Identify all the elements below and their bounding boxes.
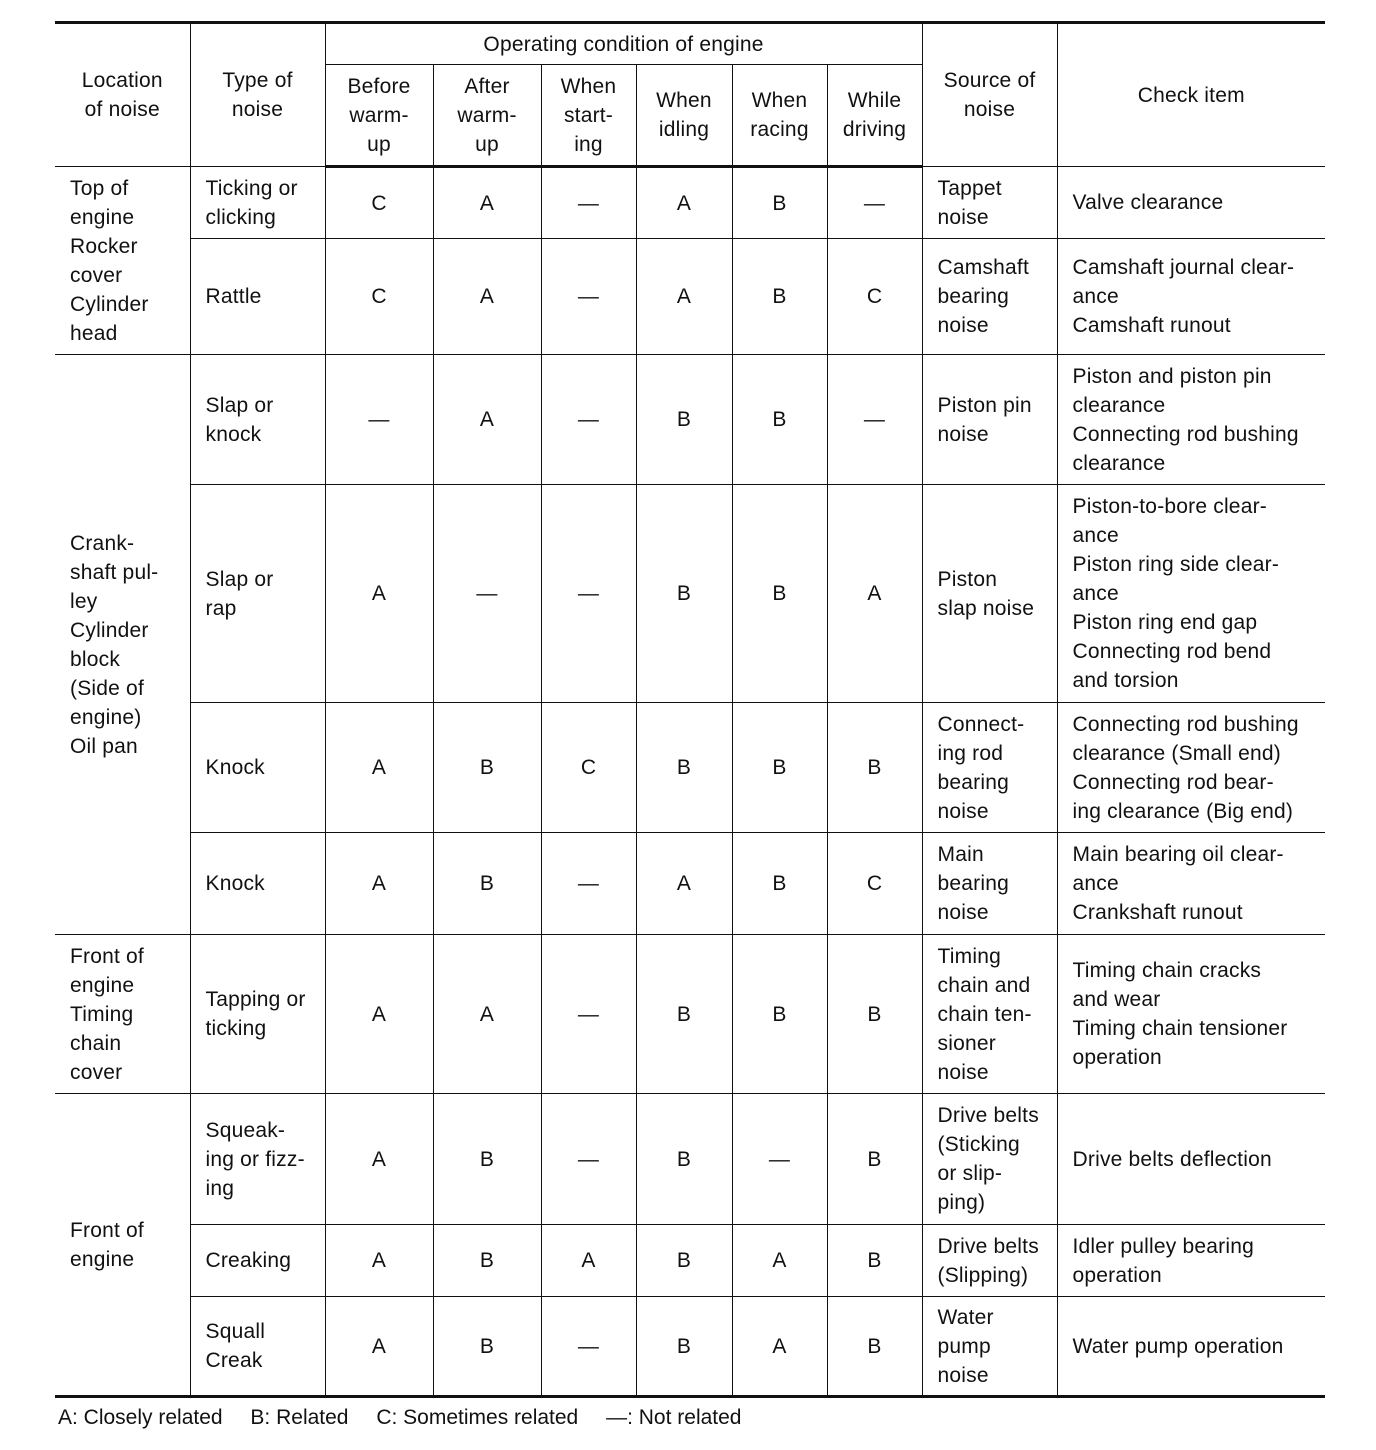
header-when-starting: When start- ing <box>541 65 636 167</box>
check-item-cell: Water pump operation <box>1057 1297 1325 1397</box>
header-while-driving: While driving <box>827 65 922 167</box>
value-cell: A <box>732 1225 827 1297</box>
value-cell: A <box>325 485 433 703</box>
header-after-warmup: After warm- up <box>433 65 541 167</box>
table-row <box>55 485 1325 703</box>
value-cell: — <box>541 1297 636 1397</box>
table-row <box>55 355 1325 485</box>
value-cell: A <box>433 239 541 355</box>
value-cell: — <box>732 1094 827 1225</box>
value-cell: B <box>732 833 827 935</box>
noise-type-cell: Creaking <box>190 1225 325 1297</box>
value-cell: A <box>541 1225 636 1297</box>
source-cell: Drive belts (Sticking or slip- ping) <box>922 1094 1057 1225</box>
source-cell: Tappet noise <box>922 167 1057 239</box>
engine-noise-table <box>55 21 1325 1398</box>
header-when-racing: When racing <box>732 65 827 167</box>
legend-not-related: —: Not related <box>606 1406 742 1429</box>
value-cell: B <box>636 355 732 485</box>
source-cell: Piston pin noise <box>922 355 1057 485</box>
value-cell: — <box>541 239 636 355</box>
value-cell: — <box>325 355 433 485</box>
value-cell: A <box>636 167 732 239</box>
source-cell: Piston slap noise <box>922 485 1057 703</box>
check-item-cell: Camshaft journal clear- ance Camshaft runout <box>1057 239 1325 355</box>
value-cell: B <box>636 485 732 703</box>
legend-closely-related: A: Closely related <box>58 1406 223 1429</box>
value-cell: B <box>827 1297 922 1397</box>
value-cell: B <box>732 703 827 833</box>
location-cell: Top of engine Rocker cover Cylinder head <box>55 167 190 355</box>
value-cell: B <box>433 1297 541 1397</box>
value-cell: C <box>541 703 636 833</box>
noise-type-cell: Tapping or ticking <box>190 935 325 1094</box>
source-cell: Timing chain and chain ten- sioner noise <box>922 935 1057 1094</box>
value-cell: B <box>732 935 827 1094</box>
check-item-cell: Main bearing oil clear- ance Crankshaft runout <box>1057 833 1325 935</box>
noise-type-cell: Knock <box>190 833 325 935</box>
table-row <box>55 1094 1325 1225</box>
value-cell: B <box>732 355 827 485</box>
value-cell: — <box>541 355 636 485</box>
noise-type-cell: Squall Creak <box>190 1297 325 1397</box>
check-item-cell: Timing chain cracks and wear Timing chain tensioner operation <box>1057 935 1325 1094</box>
location-cell: Front of engine <box>55 1094 190 1397</box>
location-cell: Front of engine Timing chain cover <box>55 935 190 1094</box>
noise-type-cell: Rattle <box>190 239 325 355</box>
check-item-cell: Valve clearance <box>1057 167 1325 239</box>
location-cell: Crank- shaft pul- ley Cylinder block (Side of engine) Oil pan <box>55 355 190 935</box>
header-when-idling: When idling <box>636 65 732 167</box>
value-cell: — <box>433 485 541 703</box>
value-cell: B <box>636 935 732 1094</box>
value-cell: A <box>325 703 433 833</box>
value-cell: B <box>433 703 541 833</box>
header-source: Source of noise <box>922 23 1057 167</box>
value-cell: B <box>827 1094 922 1225</box>
value-cell: C <box>827 833 922 935</box>
source-cell: Connect- ing rod bearing noise <box>922 703 1057 833</box>
check-item-cell: Piston and piston pin clearance Connecting rod bushing clearance <box>1057 355 1325 485</box>
value-cell: B <box>636 703 732 833</box>
value-cell: A <box>325 1297 433 1397</box>
value-cell: A <box>636 833 732 935</box>
table-row <box>55 935 1325 1094</box>
value-cell: A <box>325 1225 433 1297</box>
value-cell: B <box>827 703 922 833</box>
header-before-warmup: Before warm- up <box>325 65 433 167</box>
check-item-cell: Drive belts deflection <box>1057 1094 1325 1225</box>
value-cell: — <box>541 1094 636 1225</box>
value-cell: B <box>636 1094 732 1225</box>
table-row <box>55 239 1325 355</box>
value-cell: — <box>827 355 922 485</box>
value-cell: A <box>636 239 732 355</box>
source-cell: Main bearing noise <box>922 833 1057 935</box>
value-cell: — <box>827 167 922 239</box>
value-cell: C <box>827 239 922 355</box>
noise-type-cell: Ticking or clicking <box>190 167 325 239</box>
value-cell: C <box>325 167 433 239</box>
check-item-cell: Piston-to-bore clear- ance Piston ring side clear- ance Piston ring end gap Connecting rod bend and torsion <box>1057 485 1325 703</box>
value-cell: A <box>433 935 541 1094</box>
table-row <box>55 1297 1325 1397</box>
header-operating-condition: Operating condition of engine <box>325 23 922 65</box>
noise-type-cell: Slap or rap <box>190 485 325 703</box>
legend-related: B: Related <box>250 1406 349 1429</box>
value-cell: B <box>732 167 827 239</box>
value-cell: A <box>325 1094 433 1225</box>
value-cell: B <box>433 1094 541 1225</box>
value-cell: A <box>433 355 541 485</box>
noise-type-cell: Knock <box>190 703 325 833</box>
value-cell: A <box>325 935 433 1094</box>
value-cell: — <box>541 167 636 239</box>
value-cell: B <box>827 935 922 1094</box>
source-cell: Drive belts (Slipping) <box>922 1225 1057 1297</box>
value-cell: B <box>732 239 827 355</box>
table-row <box>55 703 1325 833</box>
check-item-cell: Connecting rod bushing clearance (Small end) Connecting rod bear- ing clearance (Big end) <box>1057 703 1325 833</box>
table-row <box>55 1225 1325 1297</box>
legend-sometimes-related: C: Sometimes related <box>376 1406 579 1429</box>
source-cell: Camshaft bearing noise <box>922 239 1057 355</box>
value-cell: A <box>325 833 433 935</box>
value-cell: B <box>636 1225 732 1297</box>
header-location: Location of noise <box>55 23 190 167</box>
value-cell: A <box>732 1297 827 1397</box>
header-check-item: Check item <box>1057 23 1325 167</box>
value-cell: B <box>636 1297 732 1397</box>
value-cell: A <box>827 485 922 703</box>
noise-type-cell: Slap or knock <box>190 355 325 485</box>
table-row <box>55 167 1325 239</box>
header-type: Type of noise <box>190 23 325 167</box>
value-cell: — <box>541 833 636 935</box>
source-cell: Water pump noise <box>922 1297 1057 1397</box>
value-cell: — <box>541 485 636 703</box>
check-item-cell: Idler pulley bearing operation <box>1057 1225 1325 1297</box>
value-cell: B <box>433 833 541 935</box>
value-cell: B <box>732 485 827 703</box>
value-cell: B <box>827 1225 922 1297</box>
value-cell: — <box>541 935 636 1094</box>
noise-diagnosis-sheet <box>55 21 1325 1398</box>
value-cell: B <box>433 1225 541 1297</box>
value-cell: A <box>433 167 541 239</box>
value-cell: C <box>325 239 433 355</box>
noise-type-cell: Squeak- ing or fizz- ing <box>190 1094 325 1225</box>
legend <box>58 1404 764 1432</box>
table-row <box>55 833 1325 935</box>
